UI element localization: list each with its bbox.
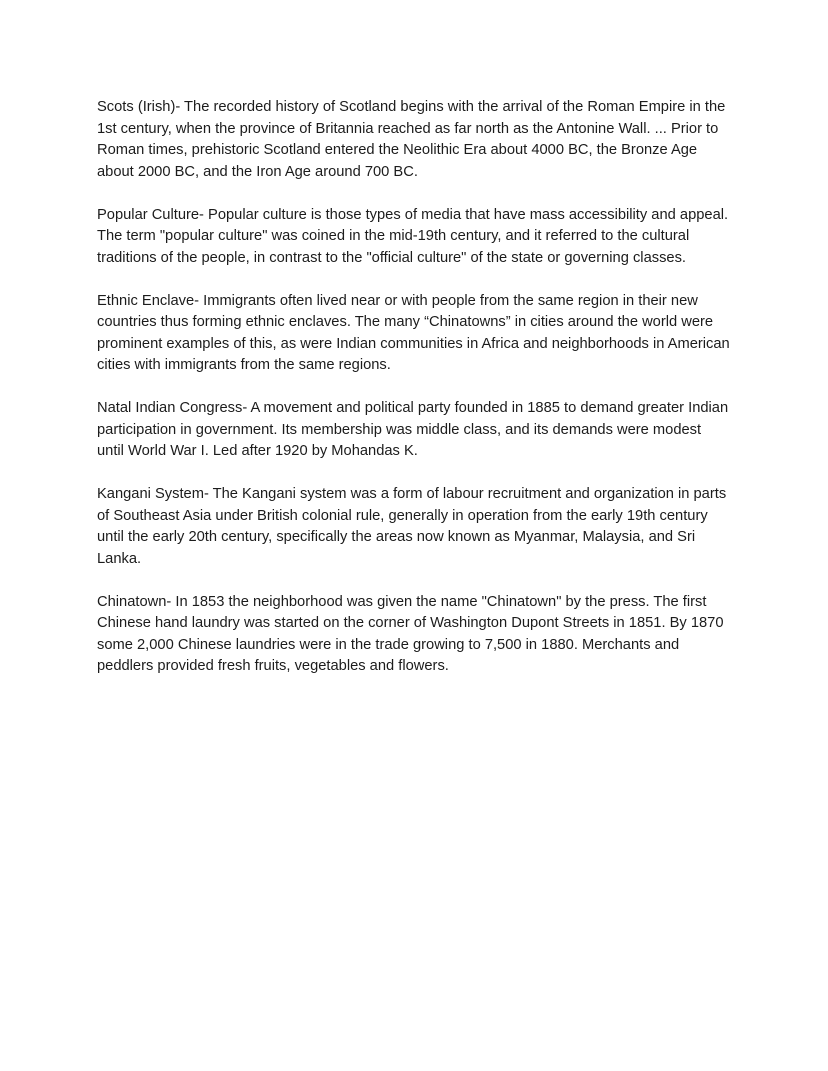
document-body [97, 97, 734, 678]
paragraph-popular-culture: Popular Culture- Popular culture is those types of media that have mass accessibility and appeal. The term "popular culture" was coined in the mid-19th century, and it referred to the cultural traditions of the people, in contrast to the "official culture" of the state or governing classes. [97, 206, 732, 266]
paragraph-scots-irish: Scots (Irish)- The recorded history of Scotland begins with the arrival of the Roman Empire in the 1st century, when the province of Britannia reached as far north as the Antonine Wall. ... Prior to Roman times, prehistoric Scotland entered the Neolithic Era about 4000 BC, the Bronze Age about 2000 BC, and the Iron Age around 700 BC. [97, 99, 730, 180]
paragraph-natal-indian-congress: Natal Indian Congress- A movement and political party founded in 1885 to demand greater Indian participation in government. Its membership was middle class, and its demands were modest until World War I. Led after 1920 by Mohandas K. [97, 400, 733, 459]
paragraph-chinatown: Chinatown- In 1853 the neighborhood was given the name "Chinatown" by the press. The first Chinese hand laundry was started on the corner of Washington Dupont Streets in 1851. By 1870 some 2,000 Chinese laundries were in the trade growing to 7,500 in 1880. Merchants and peddlers provided fresh fruits, vegetables and flowers. [97, 593, 728, 674]
paragraph-kangani-system: Kangani System- The Kangani system was a form of labour recruitment and organization in parts of Southeast Asia under British colonial rule, generally in operation from the early 19th century until the early 20th century, specifically the areas now known as Myanmar, Malaysia, and Sri Lanka. [97, 486, 731, 567]
paragraph-ethnic-enclave: Ethnic Enclave- Immigrants often lived near or with people from the same region in their new countries thus forming ethnic enclaves. The many “Chinatowns” in cities around the world were prominent examples of this, as were Indian communities in Africa and neighborhoods in American cities with immigrants from the same regions. [97, 292, 734, 373]
